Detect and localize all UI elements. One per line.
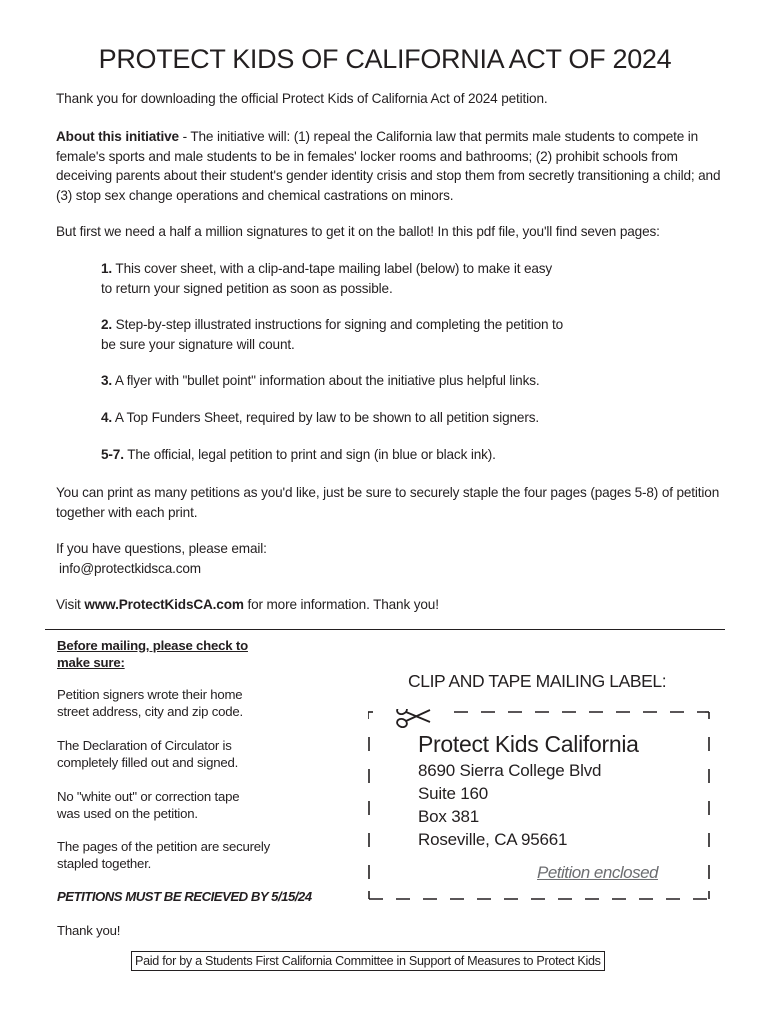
list-item: [101, 371, 661, 391]
contact-email[interactable]: info@protectkidsca.com: [59, 560, 201, 576]
checklist-item-text: The pages of the petition are securely: [57, 839, 271, 854]
list-item-number: 4.: [101, 410, 113, 425]
checklist-item: [57, 737, 317, 771]
list-item: [101, 315, 661, 354]
list-item-text: The official, legal petition to print and sign (in blue or black ink).: [123, 447, 496, 462]
mailing-label-title: CLIP AND TAPE MAILING LABEL:: [408, 671, 667, 691]
visit-line: [56, 595, 721, 615]
signatures-note: But first we need a half a million signatures to get it on the ballot! In this pdf file, you'll find seven pages:: [56, 224, 660, 239]
checklist-item-text: completely filled out and signed.: [57, 755, 239, 770]
page-title: PROTECT KIDS OF CALIFORNIA ACT OF 2024: [98, 44, 672, 74]
address-line: Roseville, CA 95661: [418, 830, 568, 849]
petition-enclosed-note: Petition enclosed: [537, 863, 658, 882]
website-link[interactable]: www.ProtectKidsCA.com: [84, 597, 244, 612]
checklist-item-text: Petition signers wrote their home: [57, 687, 243, 702]
address-line: 8690 Sierra College Blvd: [418, 761, 602, 780]
list-item-text: A flyer with "bullet point" information about the initiative plus helpful links.: [112, 373, 540, 388]
questions-text: If you have questions, please email:: [56, 541, 267, 556]
list-item-text: Step-by-step illustrated instructions for signing and completing the petition to: [112, 317, 564, 332]
checklist-item-text: No "white out" or correction tape: [57, 789, 240, 804]
thank-you-text: Thank you!: [57, 923, 121, 938]
list-item-text: to return your signed petition as soon as possible.: [101, 280, 393, 296]
deadline-notice: PETITIONS MUST BE RECIEVED BY 5/15/24: [57, 889, 312, 904]
checklist-item-text: street address, city and zip code.: [57, 704, 243, 719]
list-item-number: 5-7.: [101, 447, 124, 462]
checklist-heading-line: make sure:: [57, 655, 125, 670]
list-item-text: A Top Funders Sheet, required by law to be shown to all petition signers.: [112, 410, 539, 425]
section-divider: [45, 629, 725, 630]
paid-for-by-disclaimer: Paid for by a Students First California Committee in Support of Measures to Protect Kids: [131, 951, 605, 971]
checklist-item-text: stapled together.: [57, 856, 152, 871]
print-note: You can print as many petitions as you'd like, just be sure to securely staple the four pages (pages 5-8) of petition together with each print.: [56, 485, 720, 520]
scissors-icon: [396, 709, 430, 728]
list-item-text: be sure your signature will count.: [101, 336, 295, 352]
address-line: Suite 160: [418, 784, 489, 803]
list-item-number: 2.: [101, 317, 113, 332]
checklist-item: [57, 788, 317, 822]
list-item: [101, 259, 661, 298]
list-item-number: 3.: [101, 373, 113, 388]
address-line: Box 381: [418, 807, 479, 826]
about-paragraph: [56, 127, 721, 205]
visit-suffix: for more information. Thank you!: [243, 597, 439, 612]
list-item: [101, 408, 661, 428]
questions-block: [56, 539, 721, 578]
recipient-name: Protect Kids California: [418, 731, 639, 757]
about-label: About this initiative: [56, 129, 179, 144]
checklist-item-text: The Declaration of Circulator is: [57, 738, 232, 753]
checklist-heading: [57, 637, 317, 671]
checklist-item: [57, 838, 317, 872]
intro-text: Thank you for downloading the official Protect Kids of California Act of 2024 petition.: [56, 91, 548, 106]
checklist-item: [57, 686, 317, 720]
checklist-heading-line: Before mailing, please check to: [57, 638, 248, 653]
checklist-item-text: was used on the petition.: [57, 806, 198, 821]
list-item: [101, 445, 661, 465]
about-text: - The initiative will: (1) repeal the California law that permits male students to compete in female's sports and male students to be in females' locker rooms and bathrooms; (2) prohibit schools from deceiving parents about their student's gender identity crisis and stop them from secretly transitioning a child; and (3) stop sex change operations and chemical castrations on minors.: [56, 129, 721, 203]
list-item-number: 1.: [101, 261, 113, 276]
list-item-text: This cover sheet, with a clip-and-tape mailing label (below) to make it easy: [112, 261, 553, 276]
visit-prefix: Visit: [56, 597, 85, 612]
